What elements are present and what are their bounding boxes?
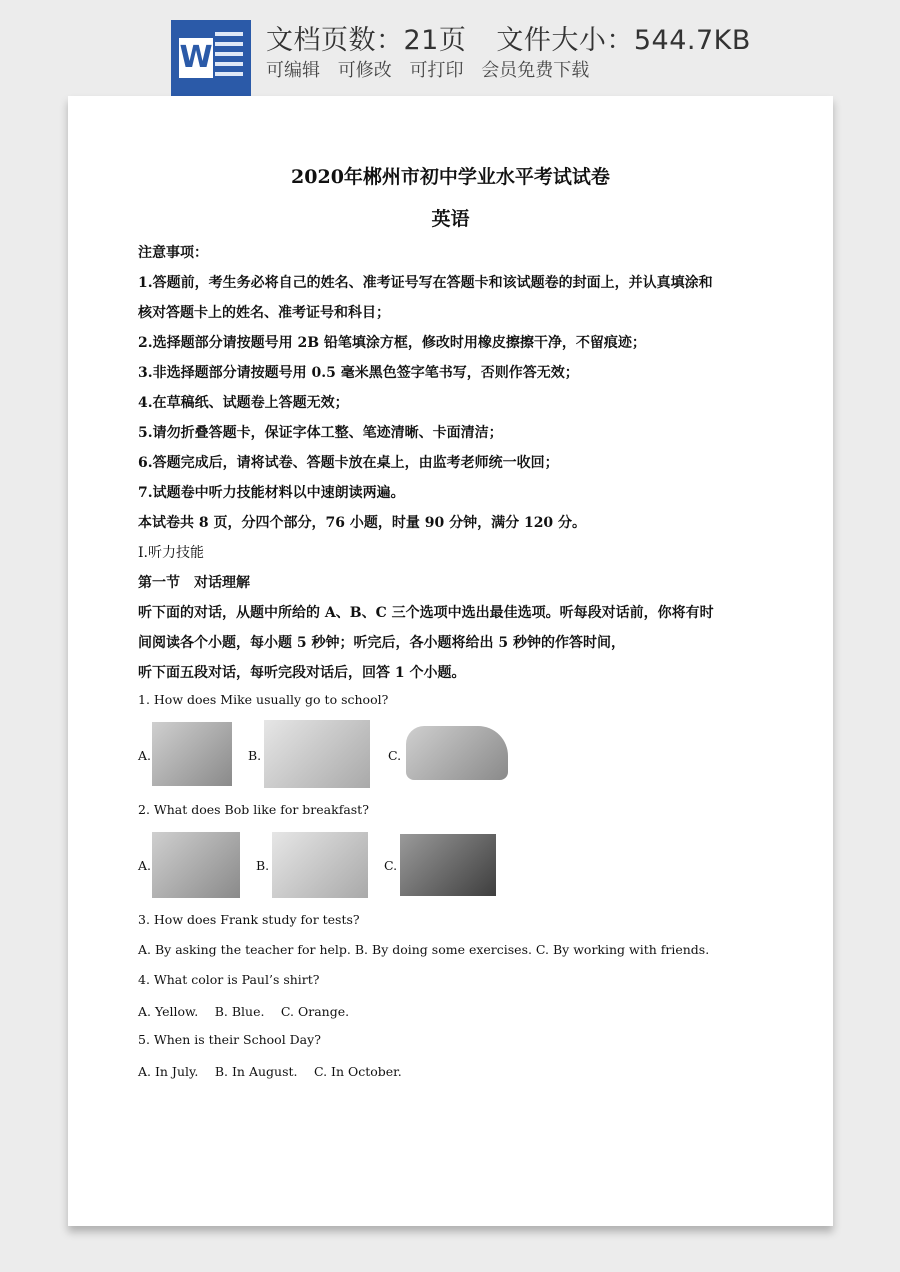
question-5: 5. When is their School Day? bbox=[138, 1032, 321, 1047]
instruction-line: 听下面的对话，从题中所给的 A、B、C 三个选项中选出最佳选项。听每段对话前，你将有时 bbox=[138, 605, 714, 621]
note-line: 5.请勿折叠答题卡，保证字体工整、笔迹清晰、卡面清洁； bbox=[138, 425, 503, 441]
exam-summary: 本试卷共 8 页，分四个部分，76 小题，时量 90 分钟，满分 120 分。 bbox=[138, 515, 587, 531]
bus-picture bbox=[264, 720, 370, 788]
question-1: 1. How does Mike usually go to school? bbox=[138, 692, 389, 707]
exam-title: 2020年郴州市初中学业水平考试试卷 bbox=[291, 166, 610, 188]
note-line: 1.答题前，考生务必将自己的姓名、准考证号写在答题卡和该试题卷的封面上，并认真填涂和 bbox=[138, 275, 713, 291]
file-stats bbox=[266, 18, 751, 57]
file-info-header bbox=[0, 0, 900, 96]
exam-subject: 英语 bbox=[431, 208, 470, 230]
feature-printable: 可打印 bbox=[409, 60, 464, 81]
part-heading: Ⅰ.听力技能 bbox=[138, 545, 204, 561]
question-2: 2. What does Bob like for breakfast? bbox=[138, 802, 369, 817]
word-document-icon bbox=[171, 20, 251, 96]
feature-list bbox=[266, 56, 601, 82]
word-letter: W bbox=[179, 38, 213, 78]
file-size: 文件大小：544.7KB bbox=[496, 25, 751, 56]
option-c-label: C. bbox=[388, 748, 402, 763]
car-picture bbox=[406, 726, 508, 780]
feature-modifiable: 可修改 bbox=[337, 60, 392, 81]
note-line: 3.非选择题部分请按题号用 0.5 毫米黑色签字笔书写，否则作答无效； bbox=[138, 365, 579, 381]
option-c-label: C. bbox=[384, 858, 398, 873]
document-page bbox=[68, 96, 833, 1226]
note-line: 7.试题卷中听力技能材料以中速朗读两遍。 bbox=[138, 485, 405, 501]
note-line: 2.选择题部分请按题号用 2B 铅笔填涂方框，修改时用橡皮擦擦干净，不留痕迹； bbox=[138, 335, 646, 351]
feature-member-download: 会员免费下载 bbox=[481, 60, 590, 81]
note-line: 核对答题卡上的姓名、准考证号和科目； bbox=[138, 305, 390, 321]
question-4: 4. What color is Paul’s shirt? bbox=[138, 972, 320, 987]
page-count: 文档页数：21页 bbox=[266, 25, 467, 56]
note-line: 4.在草稿纸、试题卷上答题无效； bbox=[138, 395, 349, 411]
option-a-label: A. bbox=[138, 748, 152, 763]
answer-options-3: A. By asking the teacher for help. B. By doing some exercises. C. By working with friends. bbox=[138, 942, 710, 957]
feature-editable: 可编辑 bbox=[266, 60, 320, 81]
bread-milk-picture bbox=[152, 832, 240, 898]
instruction-line: 间阅读各个小题，每小题 5 秒钟；听完后，各小题将给出 5 秒钟的作答时间， bbox=[138, 635, 625, 651]
option-b-label: B. bbox=[248, 748, 262, 763]
instruction-line: 听下面五段对话，每听完段对话后，回答 1 个小题。 bbox=[138, 665, 466, 681]
answer-options-4: A. Yellow. B. Blue. C. Orange. bbox=[138, 1004, 350, 1019]
notice-heading: 注意事项： bbox=[138, 245, 208, 261]
section-heading: 第一节 对话理解 bbox=[138, 575, 250, 591]
coffee-eggs-picture bbox=[400, 834, 496, 896]
note-line: 6.答题完成后，请将试卷、答题卡放在桌上，由监考老师统一收回； bbox=[138, 455, 559, 471]
option-b-label: B. bbox=[256, 858, 270, 873]
bicycle-picture bbox=[152, 722, 232, 786]
bread-picture bbox=[272, 832, 368, 898]
question-3: 3. How does Frank study for tests? bbox=[138, 912, 360, 927]
answer-options-5: A. In July. B. In August. C. In October. bbox=[138, 1064, 402, 1079]
option-a-label: A. bbox=[138, 858, 152, 873]
